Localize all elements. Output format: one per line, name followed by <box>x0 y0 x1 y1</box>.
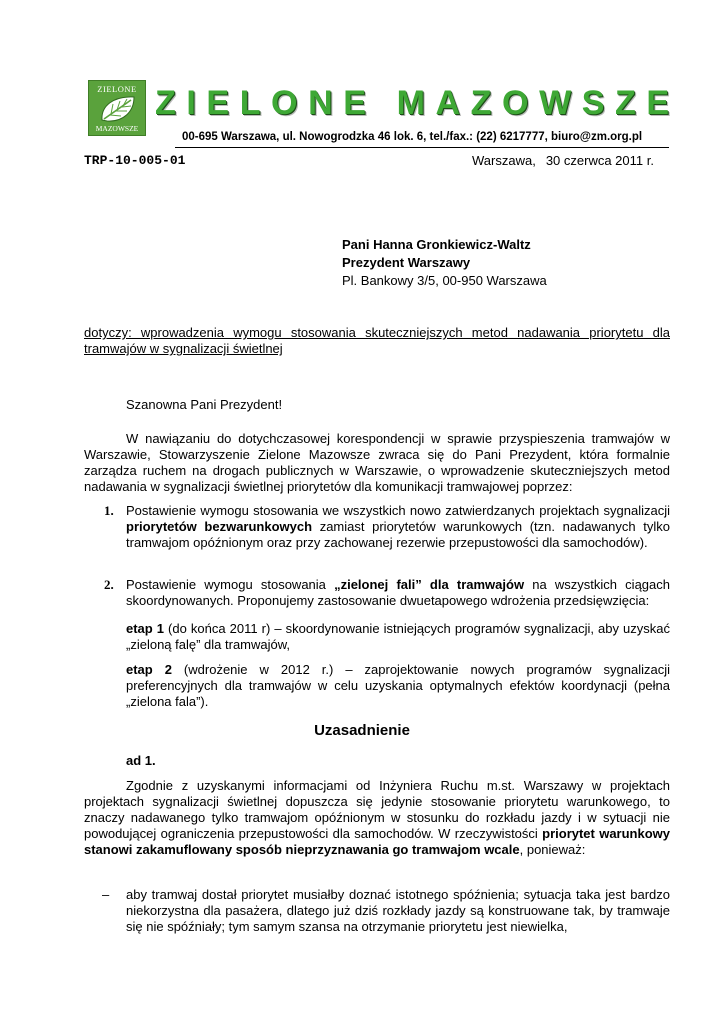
recipient-block <box>342 236 547 290</box>
list-item <box>126 577 670 609</box>
recipient-address: Pl. Bankowy 3/5, 00-950 Warszawa <box>342 273 547 288</box>
stage-text: (wdrożenie w 2012 r.) – zaprojektowanie nowych programów sygnalizacji preferencyjnych dla tramwajów w celu uzyskania optymalnych efektów koordynacji (pełna „zielona fala”). <box>126 662 671 709</box>
item-number: 2. <box>104 577 114 592</box>
reference-number: TRP-10-005-01 <box>84 153 186 168</box>
bullet-item: aby tramwaj dostał priorytet musiałby doznać istotnego spóźnienia; sytuacja taka jest bardzo niekorzystna dla pasażera, dlatego już dziś rozkłady jazdy są konstruowane tak, by tramwaje się nie spóźniały; tym samym szansa na otrzymanie priorytetu jest niewielka, <box>126 887 670 934</box>
stage-item <box>126 662 670 710</box>
item-text: Postawienie wymogu stosowania <box>126 577 335 592</box>
letter-subject: dotyczy: wprowadzenia wymogu stosowania skuteczniejszych metod nadawania priorytetu dla tramwajów w sygnalizacji świetlnej <box>84 325 670 356</box>
section-heading: Uzasadnienie <box>314 722 410 739</box>
item-emphasis: „zielonej fali” dla tramwajów <box>334 577 525 592</box>
logo-text-bottom: MAZOWSZE <box>95 124 139 133</box>
stage-item <box>126 621 670 653</box>
letterhead-divider <box>175 147 669 148</box>
organization-logo <box>88 80 146 136</box>
date-value: 30 czerwca 2011 r. <box>545 153 654 168</box>
justification-paragraph <box>84 778 670 858</box>
organization-name: ZIELONE MAZOWSZE <box>155 84 680 122</box>
logo-text-top: ZIELONE <box>97 84 137 94</box>
stage-label: etap 2 <box>126 662 172 677</box>
letter-date <box>472 153 654 168</box>
subsection-heading: ad 1. <box>126 753 156 768</box>
recipient-name: Pani Hanna Gronkiewicz-Waltz <box>342 237 531 252</box>
paragraph-emphasis: priorytet warunkowy stanowi zakamuflowany sposób nieprzyznawania go tramwajom wcale <box>84 826 671 857</box>
recipient-title: Prezydent Warszawy <box>342 255 471 270</box>
greeting: Szanowna Pani Prezydent! <box>126 397 283 412</box>
paragraph-text: , ponieważ: <box>519 842 586 857</box>
item-text: Postawienie wymogu stosowania we wszystkich nowo zatwierdzanych projektach sygnalizacji <box>126 503 670 518</box>
leaf-icon <box>99 94 137 124</box>
stage-label: etap 1 <box>126 621 165 636</box>
item-text: zamiast priorytetów warunkowych (tzn. nadawanych tylko tramwajom opóźnionym oraz przy zachowanej rezerwie przepustowości dla samochodów). <box>126 519 670 550</box>
item-emphasis: priorytetów bezwarunkowych <box>126 519 313 534</box>
list-item <box>126 503 670 551</box>
organization-address: 00-695 Warszawa, ul. Nowogrodzka 46 lok. 6, tel./fax.: (22) 6217777, biuro@zm.org.pl <box>182 131 643 143</box>
stage-text: (do końca 2011 r) – skoordynowanie istniejących programów sygnalizacji, aby uzyskać „zieloną falę” dla tramwajów, <box>126 621 670 652</box>
bullet-dash: – <box>102 887 110 902</box>
intro-paragraph: W nawiązaniu do dotychczasowej korespondencji w sprawie przyspieszenia tramwajów w Warszawie, Stowarzyszenie Zielone Mazowsze zwraca się do Pani Prezydent, która formalnie zarządza ruchem na drogach publicznych w Warszawie, o wprowadzenie skuteczniejszych metod nadawania w sygnalizacji świetlnej priorytetów dla komunikacji tramwajowej poprzez: <box>84 431 670 494</box>
item-text: na wszystkich ciągach skoordynowanych. Proponujemy zastosowanie dwuetapowego wdrożenia przedsięwzięcia: <box>126 577 670 608</box>
date-city: Warszawa, <box>472 153 536 168</box>
paragraph-text: Zgodnie z uzyskanymi informacjami od Inżyniera Ruchu m.st. Warszawy w projektach projektach sygnalizacji świetlnej dopuszcza się jedynie stosowanie priorytetu warunkowego, to znaczy nadawanego tylko tramwajom opóźnionym w stosunku do rozkładu jazdy i w sytuacji nie powodującej ograniczenia przepustowości dla samochodów. W rzeczywistości <box>84 778 670 841</box>
item-number: 1. <box>104 503 114 518</box>
